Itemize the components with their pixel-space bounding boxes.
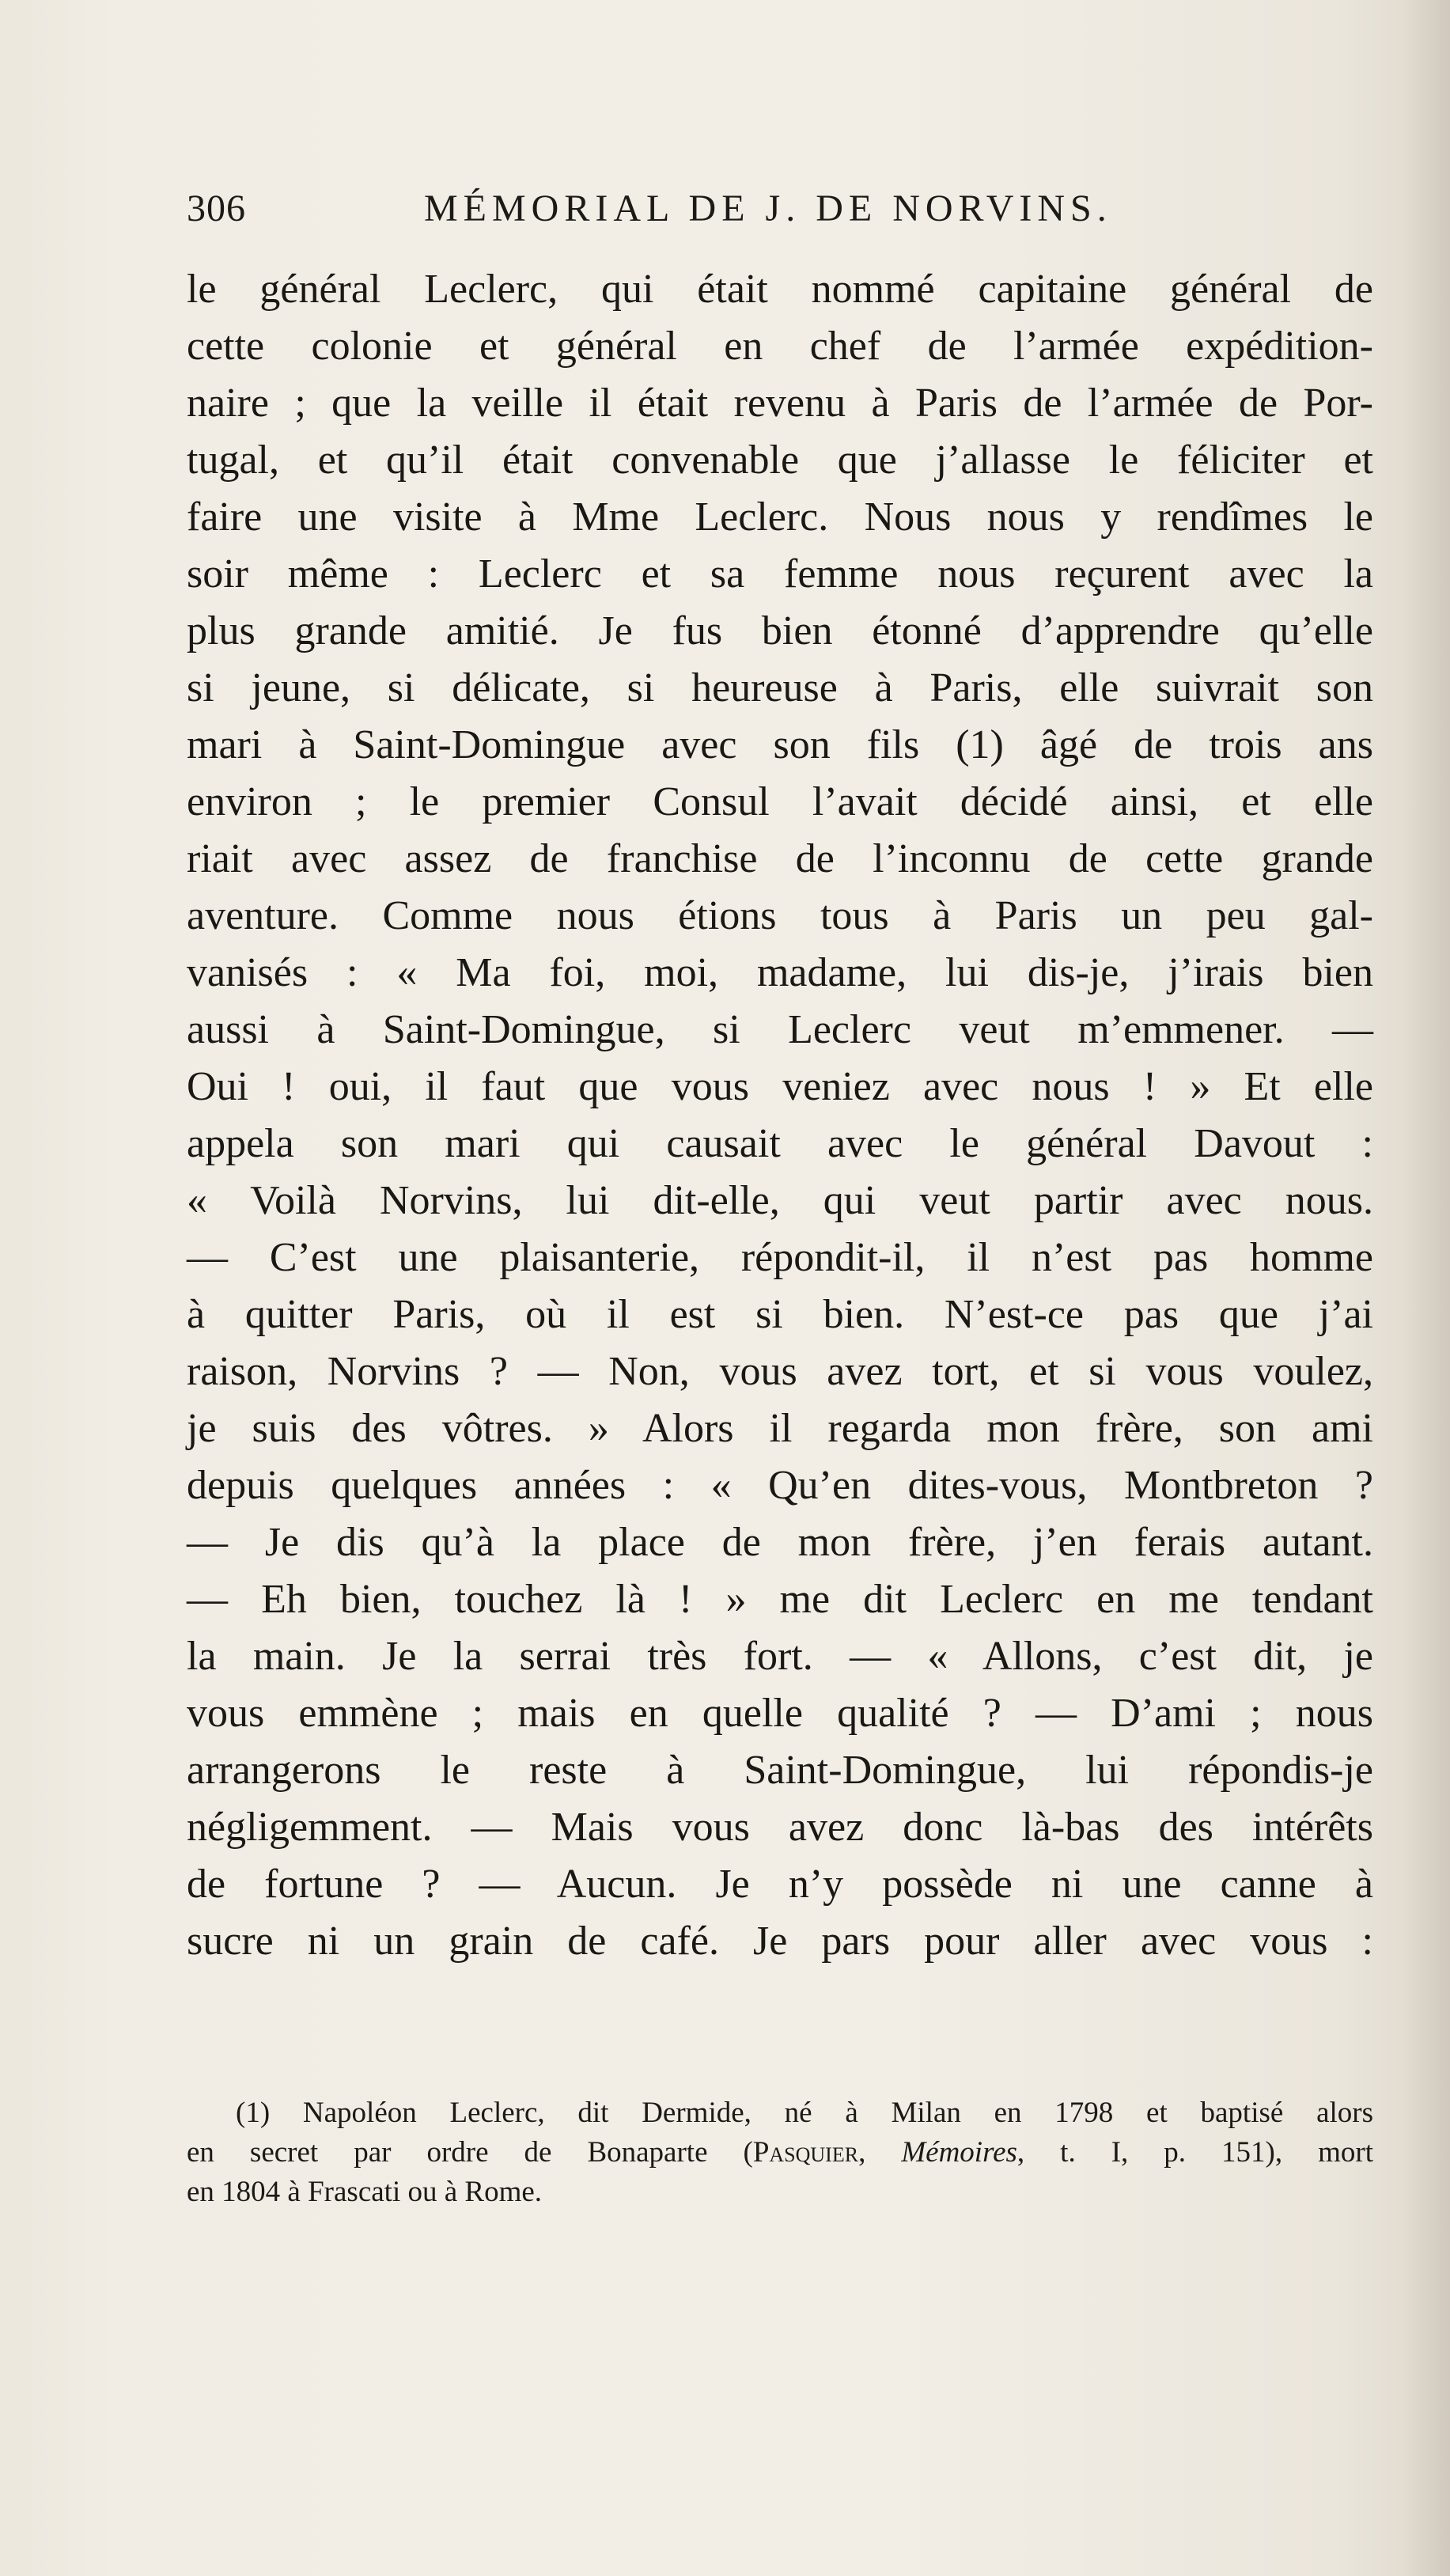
text-line: la main. Je la serrai très fort. — « Allons, c’est dit, je [187, 1634, 1373, 1679]
text-line: faire une visite à Mme Leclerc. Nous nous y rendîmes le [187, 494, 1373, 540]
text-line: — C’est une plaisanterie, répondit-il, il n’est pas homme [187, 1235, 1373, 1280]
text-line: le général Leclerc, qui était nommé capitaine général de [187, 267, 1373, 312]
footnote-author: Pasquier [752, 2136, 859, 2169]
text-line: appela son mari qui causait avec le général Davout : [187, 1121, 1373, 1166]
footnote-line: en 1804 à Frascati ou à Rome. [187, 2176, 543, 2208]
text-line: de fortune ? — Aucun. Je n’y possède ni une canne à [187, 1862, 1373, 1907]
footnote-line: (1) Napoléon Leclerc, dit Dermide, né à Milan en 1798 et baptisé alors [236, 2097, 1373, 2129]
text-line: naire ; que la veille il était revenu à Paris de l’armée de Por- [187, 381, 1373, 426]
text-line: « Voilà Norvins, lui dit-elle, qui veut partir avec nous. [187, 1178, 1373, 1223]
running-title: MÉMORIAL DE J. DE NORVINS. [424, 188, 1112, 229]
text-line: tugal, et qu’il était convenable que j’allasse le féliciter et [187, 438, 1373, 483]
text-line: négligemment. — Mais vous avez donc là-bas des intérêts [187, 1805, 1373, 1850]
text-line: aventure. Comme nous étions tous à Paris un peu gal- [187, 893, 1373, 938]
page-number: 306 [187, 188, 246, 229]
page-edge-shadow [1403, 0, 1450, 2576]
text-line: depuis quelques années : « Qu’en dites-vous, Montbreton ? [187, 1463, 1373, 1508]
text-line: plus grande amitié. Je fus bien étonné d’apprendre qu’elle [187, 608, 1373, 653]
text-line: sucre ni un grain de café. Je pars pour aller avec vous : [187, 1919, 1373, 1964]
text-line: mari à Saint-Domingue avec son fils (1) âgé de trois ans [187, 722, 1373, 767]
text-line: Oui ! oui, il faut que vous veniez avec nous ! » Et elle [187, 1064, 1373, 1109]
footnote-line [187, 2133, 1373, 2173]
running-header [187, 184, 1278, 234]
footnote-text: , t. I, p. 151), mort [1017, 2136, 1373, 2169]
footnote [187, 2093, 1373, 2212]
text-line: je suis des vôtres. » Alors il regarda mon frère, son ami [187, 1406, 1373, 1451]
text-line: si jeune, si délicate, si heureuse à Paris, elle suivrait son [187, 665, 1373, 710]
footnote-text: , [858, 2136, 902, 2169]
text-line: raison, Norvins ? — Non, vous avez tort, et si vous voulez, [187, 1349, 1373, 1394]
text-line: vous emmène ; mais en quelle qualité ? — D’ami ; nous [187, 1691, 1373, 1736]
text-line: arrangerons le reste à Saint-Domingue, lui répondis-je [187, 1748, 1373, 1793]
body-text [187, 261, 1373, 1970]
text-line: — Eh bien, touchez là ! » me dit Leclerc en me tendant [187, 1577, 1373, 1622]
text-line: à quitter Paris, où il est si bien. N’est-ce pas que j’ai [187, 1292, 1373, 1337]
text-line: vanisés : « Ma foi, moi, madame, lui dis-je, j’irais bien [187, 950, 1373, 995]
text-line: environ ; le premier Consul l’avait décidé ainsi, et elle [187, 779, 1373, 824]
footnote-text: en secret par ordre de Bonaparte ( [187, 2136, 753, 2169]
text-line: soir même : Leclerc et sa femme nous reçurent avec la [187, 551, 1373, 597]
text-line: riait avec assez de franchise de l’inconnu de cette grande [187, 836, 1373, 881]
text-line: — Je dis qu’à la place de mon frère, j’en ferais autant. [187, 1520, 1373, 1565]
text-line: cette colonie et général en chef de l’armée expédition- [187, 324, 1373, 369]
footnote-title: Mémoires [901, 2136, 1017, 2169]
text-line: aussi à Saint-Domingue, si Leclerc veut m’emmener. — [187, 1007, 1373, 1052]
